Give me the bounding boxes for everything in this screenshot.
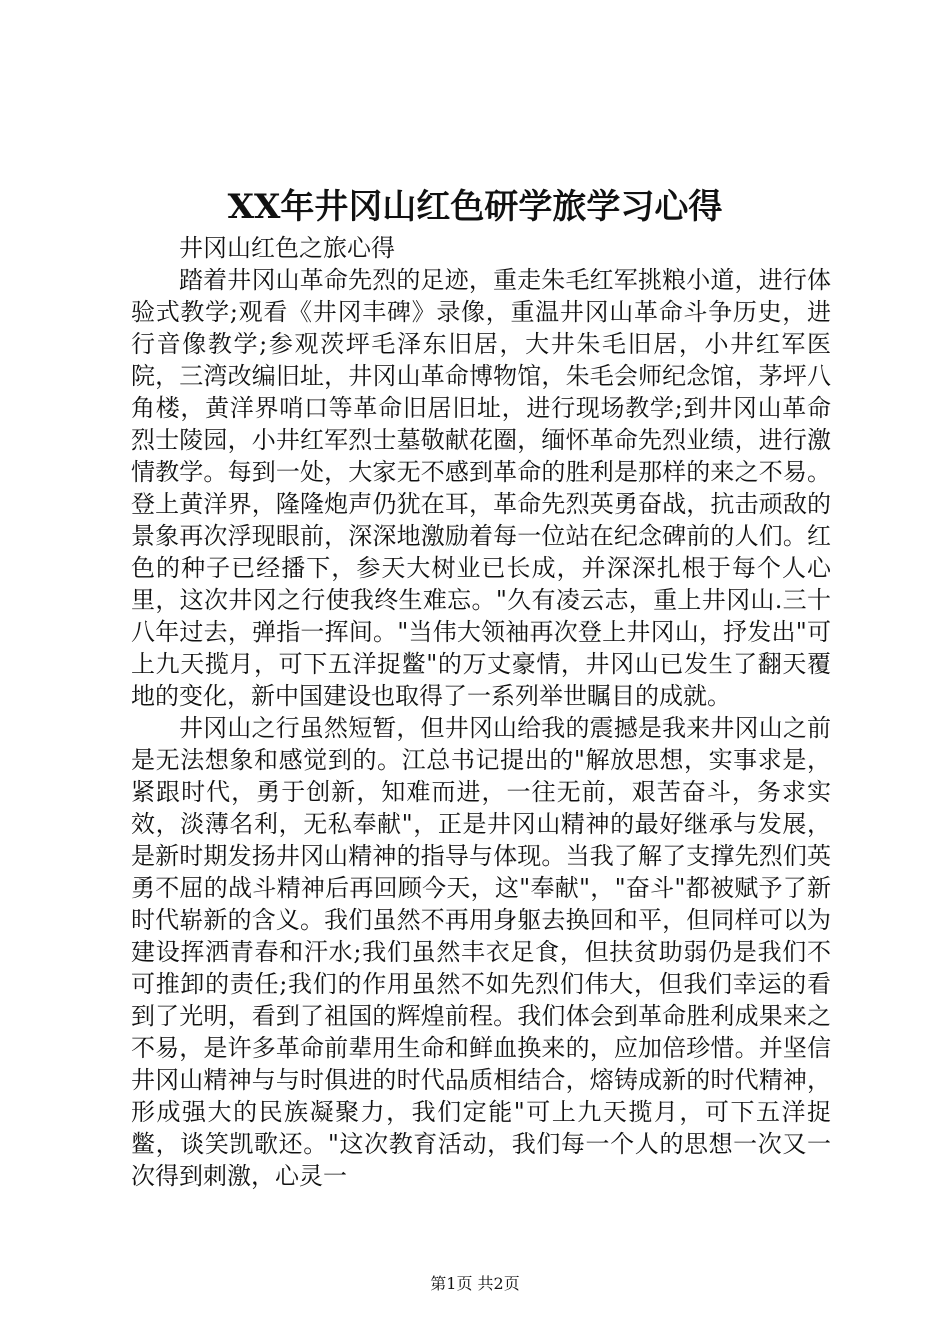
document-body — [131, 232, 831, 1192]
document-title: XX年井冈山红色研学旅学习心得 — [227, 187, 723, 227]
page-footer: 第1页 共2页 — [430, 1274, 520, 1293]
paragraph-1: 踏着井冈山革命先烈的足迹，重走朱毛红军挑粮小道，进行体验式教学;观看《井冈丰碑》录像，重温井冈山革命斗争历史，进行音像教学;参观茨坪毛泽东旧居，大井朱毛旧居，小井红军医院，三湾改编旧址，井冈山革命博物馆，朱毛会师纪念馆，茅坪八角楼，黄洋界哨口等革命旧居旧址，进行现场教学;到井冈山革命烈士陵园，小井红军烈士墓敬献花圈，缅怀革命先烈业绩，进行激情教学。每到一处，大家无不感到革命的胜利是那样的来之不易。登上黄洋界，隆隆炮声仍犹在耳，革命先烈英勇奋战，抗击顽敌的景象再次浮现眼前，深深地激励着每一位站在纪念碑前的人们。红色的种子已经播下，参天大树业已长成，并深深扎根于每个人心里，这次井冈之行使我终生难忘。"久有凌云志，重上井冈山.三十八年过去，弹指一挥间。"当伟大领袖再次登上井冈山，抒发出"可上九天揽月，可下五洋捉鳖"的万丈豪情，井冈山已发生了翻天覆地的变化，新中国建设也取得了一系列举世瞩目的成就。 — [131, 266, 831, 710]
document-subtitle: 井冈山红色之旅心得 — [179, 234, 395, 262]
paragraph-2: 井冈山之行虽然短暂，但井冈山给我的震撼是我来井冈山之前是无法想象和感觉到的。江总书记提出的"解放思想，实事求是，紧跟时代，勇于创新，知难而进，一往无前，艰苦奋斗，务求实效，淡薄名利，无私奉献"，正是井冈山精神的最好继承与发展，是新时期发扬井冈山精神的指导与体现。当我了解了支撑先烈们英勇不屈的战斗精神后再回顾今天，这"奉献"，"奋斗"都被赋予了新时代崭新的含义。我们虽然不再用身躯去换回和平，但同样可以为建设挥洒青春和汗水;我们虽然丰衣足食，但扶贫助弱仍是我们不可推卸的责任;我们的作用虽然不如先烈们伟大，但我们幸运的看到了光明，看到了祖国的辉煌前程。我们体会到革命胜利成果来之不易，是许多革命前辈用生命和鲜血换来的，应加倍珍惜。并坚信井冈山精神与与时俱进的时代品质相结合，熔铸成新的时代精神，形成强大的民族凝聚力，我们定能"可上九天揽月，可下五洋捉鳖，谈笑凯歌还。"这次教育活动，我们每一个人的思想一次又一次得到刺激，心灵一 — [131, 714, 831, 1190]
